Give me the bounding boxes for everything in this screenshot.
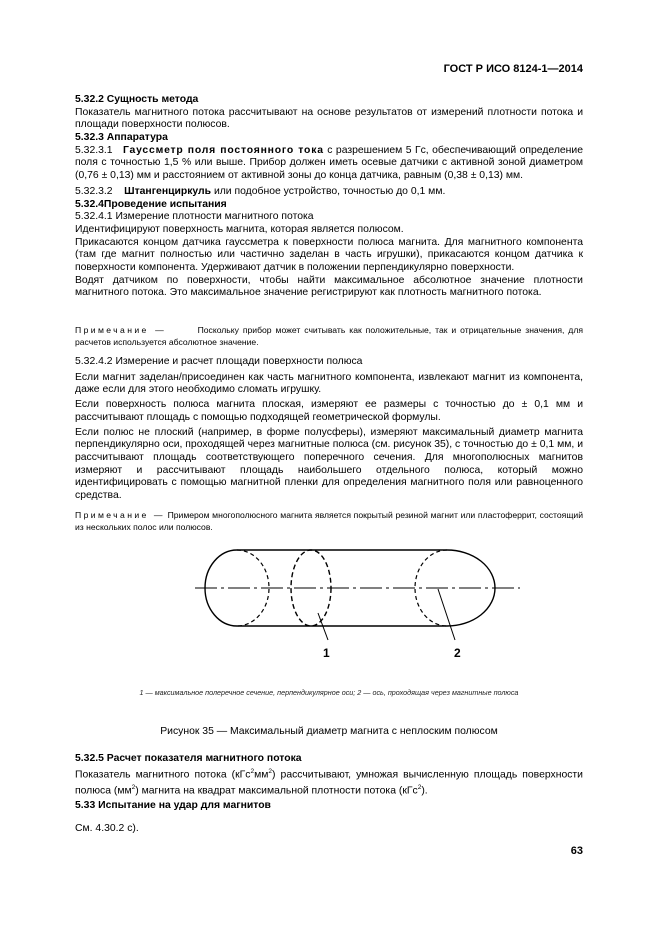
paragraph: См. 4.30.2 с). xyxy=(75,823,139,834)
text-part: Показатель магнитного потока (кГс xyxy=(75,769,251,781)
section-5-32-4-2 xyxy=(75,356,583,503)
paragraph: Если поверхность полюса магнита плоская, измеряют ее размеры с точностью до ± 0,1 мм и рассчитывают площадь с помощью подходящей геометрической формулы. xyxy=(75,399,583,423)
section-title: 5.32.3 Аппаратура xyxy=(75,132,168,143)
section-5-32-3 xyxy=(75,132,583,300)
superscript: 2 xyxy=(417,783,422,791)
note-body: Примером многополюсного магнита является покрытый резиной магнит или пластоферрит, состоящий из нескольких полос или полюсов. xyxy=(75,510,583,532)
superscript: 2 xyxy=(131,783,136,791)
section-5-32-2 xyxy=(75,94,583,132)
section-title: 5.33 Испытание на удар для магнитов xyxy=(75,800,271,811)
paragraph: Идентифицируют поверхность магнита, которая является полюсом. xyxy=(75,223,404,235)
note-body: Поскольку прибор может считывать как положительные, так и отрицательные значения, для расчетов используется абсолютное значение. xyxy=(75,325,583,347)
leader-line-2 xyxy=(438,589,455,640)
note-2 xyxy=(75,510,583,533)
section-title: 5.32.2 Сущность метода xyxy=(75,94,199,105)
note-label: Примечание — xyxy=(75,325,167,335)
text-part: ). xyxy=(421,785,428,797)
term: Гауссметр поля постоянного тока xyxy=(122,144,324,156)
paragraph xyxy=(75,186,583,199)
note-label: Примечание — xyxy=(75,510,165,520)
paragraph: Водят датчиком по поверхности, чтобы найти максимальное абсолютное значение плотности магнитного потока. Это максимальное значение регистрируют как плотность магнитного потока. xyxy=(75,274,583,299)
note-text xyxy=(75,510,583,533)
text-part: мм xyxy=(254,769,269,781)
magnet-figure xyxy=(175,540,535,670)
figure-legend: 1 — максимальное полеречное сечение, перпендикулярное оси; 2 — ось, проходящая через магнитные полюса xyxy=(139,688,519,697)
subsection-title: 5.32.4.1 Измерение плотности магнитного потока xyxy=(75,211,314,223)
callout-label-1: 1 xyxy=(323,646,330,660)
clause-number: 5.32.3.2 xyxy=(75,185,113,197)
term: Штангенциркуль xyxy=(124,185,212,197)
figure-caption: Рисунок 35 — Максимальный диаметр магнита с неплоским полюсом xyxy=(160,726,498,737)
note-1 xyxy=(75,325,583,348)
paragraph xyxy=(75,766,583,798)
clause-text: или подобное устройство, точностью до 0,1 мм. xyxy=(213,185,446,197)
paragraph: Показатель магнитного потока рассчитывают на основе результатов от измерений плотности потока и площади поверхности полюсов. xyxy=(75,106,583,131)
page-number: 63 xyxy=(570,845,583,857)
paragraph: Если полюс не плоский (например, в форме полусферы), измеряют максимальный диаметр магнита перпендикулярно оси, проходящей через магнитные полюса (см. рисунок 35), с точностью до ± 0,1 мм, и рассчитывают площадь соответствующего поперечного сечения. Для многополюсных магнитов измеряют и рассчитывают площадь наибольшего отдельного полюса, который можно идентифицировать с помощью магнитной пленки для определения магнитного поля или равноценного средства. xyxy=(75,426,583,502)
superscript: 2 xyxy=(268,767,273,775)
clause-text: с разрешением 5 Гс, обеспечивающий определение поля с точностью 1,5 % или выше. Прибор должен иметь осевые датчики с активной зоной диаметром (0,76 ± 0,13) мм и расстоянием от активной зоны до конца датчика, равным (0,38 ± 0,13) мм. xyxy=(75,144,583,182)
text-part: ) рассчитывают, умножая вычисленную площадь поверхности полюса (мм xyxy=(75,769,583,797)
note-text xyxy=(75,325,583,348)
section-title: 5.32.4Проведение испытания xyxy=(75,198,227,210)
clause-number: 5.32.3.1 xyxy=(75,144,113,156)
section-5-33-text xyxy=(75,823,583,836)
text-part: ) магнита на квадрат максимальной плотности потока (кГс xyxy=(135,785,418,797)
paragraph: Прикасаются концом датчика гауссметра к поверхности полюса магнита. Для магнитного компонента (там где магнит полностью или частично заделан в часть игрушки), прикасаются концом датчика к поверхности компонента. Удерживают датчик в положении перпендикулярно поверхности. xyxy=(75,236,583,274)
section-title: 5.32.5 Расчет показателя магнитного потока xyxy=(75,753,302,764)
paragraph: Если магнит заделан/присоединен как часть магнитного компонента, извлекают магнит из компонента, даже если для этого необходимо сломать игрушку. xyxy=(75,371,583,396)
document-header: ГОСТ Р ИСО 8124-1—2014 xyxy=(443,63,583,75)
paragraph xyxy=(75,145,583,183)
subsection-title: 5.32.4.2 Измерение и расчет площади поверхности полюса xyxy=(75,356,363,367)
callout-label-2: 2 xyxy=(454,646,461,660)
superscript: 2 xyxy=(250,767,255,775)
section-5-32-5 xyxy=(75,753,583,798)
section-5-33 xyxy=(75,800,583,813)
